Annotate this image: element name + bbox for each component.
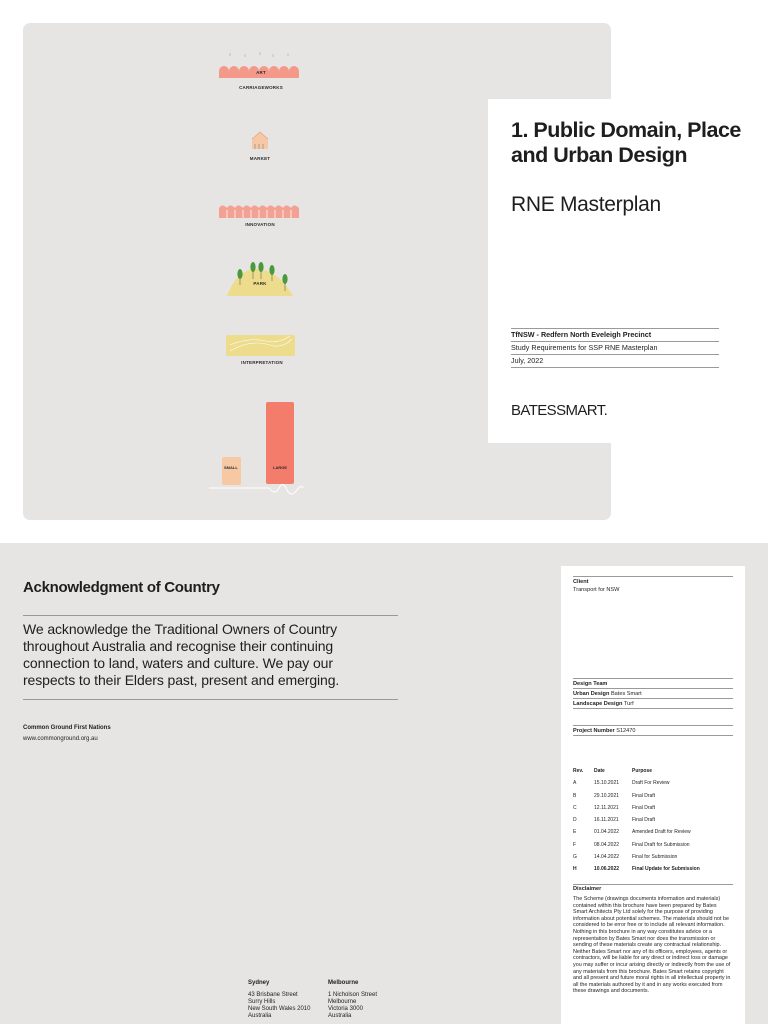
disclaimer-heading: Disclaimer bbox=[573, 884, 733, 892]
tower-scale-icon bbox=[209, 402, 303, 494]
acknowledgment-heading: Acknowledgment of Country bbox=[23, 579, 220, 596]
acknowledgment-org: Common Ground First Nations bbox=[23, 725, 111, 731]
client-section: Client Transport for NSW bbox=[573, 576, 733, 594]
large-label: LARGE bbox=[273, 465, 287, 470]
art-label: ART bbox=[256, 70, 266, 75]
table-row: G 14.04.2022 Final for Submission bbox=[573, 854, 678, 861]
office-melbourne: Melbourne 1 Nicholson Street Melbourne Victoria 3000 Australia bbox=[328, 980, 378, 1019]
table-row: F 08.04.2022 Final Draft for Submission bbox=[573, 841, 690, 848]
interpretation-label: INTERPRETATION bbox=[241, 360, 283, 365]
table-row: H 10.06.2022 Final Update for Submission bbox=[573, 866, 700, 873]
meta-date: July, 2022 bbox=[511, 354, 719, 368]
disclaimer-text: The Scheme (drawings documents information and materials) contained within this brochure have been prepared by Bates Smart Architects Pty Ltd solely for the purpose of providing information about potential schemes. The materials should not be considered to be error free or to include all relevant information. Nothing in this brochure in any way constitutes advice or a representation by Bates Smart nor does the transmission or sending of these materials create any contractual relationship. Neither Bates Smart nor any of its officers, employees, agents or contractors, will be liable for any direct or indirect loss or damage you may suffer or incur arising directly or indirectly from the use of any materials from this brochure. Bates Smart retains copyright and all present and future moral rights in all intellectual property in all the materials authored by it and in any works executed from these drawings and documents. bbox=[573, 896, 731, 995]
interpretation-icon bbox=[226, 335, 295, 356]
small-label: SMALL bbox=[224, 465, 238, 470]
acknowledgment-body: We acknowledge the Traditional Owners of Country throughout Australia and recognise their continuing connection to land, waters and culture. We pay our respects to their Elders past, present and emerging. bbox=[23, 621, 340, 688]
divider bbox=[23, 699, 398, 700]
park-icon bbox=[227, 262, 293, 296]
divider bbox=[23, 615, 398, 616]
market-label: MARKET bbox=[249, 156, 271, 161]
table-row: E 01.04.2022 Amended Draft for Review bbox=[573, 829, 691, 836]
table-row: D 16.11.2021 Final Draft bbox=[573, 817, 656, 824]
office-sydney: Sydney 43 Brisbane Street Surry Hills New South Wales 2010 Australia bbox=[248, 980, 311, 1019]
batessmart-logo: BATESSMART. bbox=[511, 402, 608, 419]
market-icon bbox=[252, 132, 268, 149]
cover-title-card bbox=[488, 99, 768, 443]
document-meta bbox=[511, 328, 719, 368]
table-row: C 12.11.2021 Final Draft bbox=[573, 804, 656, 811]
innovation-icon bbox=[219, 206, 299, 219]
meta-study: Study Requirements for SSP RNE Masterplan bbox=[511, 341, 719, 354]
table-row: A 15.10.2021 Draft For Review bbox=[573, 780, 670, 787]
innovation-label: INNOVATION bbox=[245, 222, 275, 227]
table-row: B 29.10.2021 Final Draft bbox=[573, 792, 656, 799]
design-team-section: Design Team Urban Design Bates Smart Landscape Design Turf bbox=[573, 678, 733, 709]
park-label: PARK bbox=[253, 281, 267, 286]
acknowledgment-url: www.commonground.org.au bbox=[23, 736, 98, 742]
carriageworks-label: CARRIAGEWORKS bbox=[239, 85, 283, 90]
project-number-section: Project Number S12470 bbox=[573, 725, 733, 736]
project-info-card bbox=[561, 566, 745, 1024]
document-title: 1. Public Domain, Place and Urban Design bbox=[511, 118, 741, 167]
revision-table: Rev. Date Purpose A 15.10.2021 Draft For Review B 29.10.2021 Final Draft C 12.11.2021 Final Draft D 16.11.2021 Final Draft E 01.04.2022 Amended Draft for Review F 08.04.2022 Final Draft for Submission G 14.04.2022 Final for Submission H 10.06.2022 Final Update for Submission bbox=[573, 765, 733, 876]
inside-cover-spread bbox=[0, 543, 768, 1024]
meta-precinct: TfNSW - Redfern North Eveleigh Precinct bbox=[511, 328, 719, 341]
document-subtitle: RNE Masterplan bbox=[511, 193, 661, 216]
